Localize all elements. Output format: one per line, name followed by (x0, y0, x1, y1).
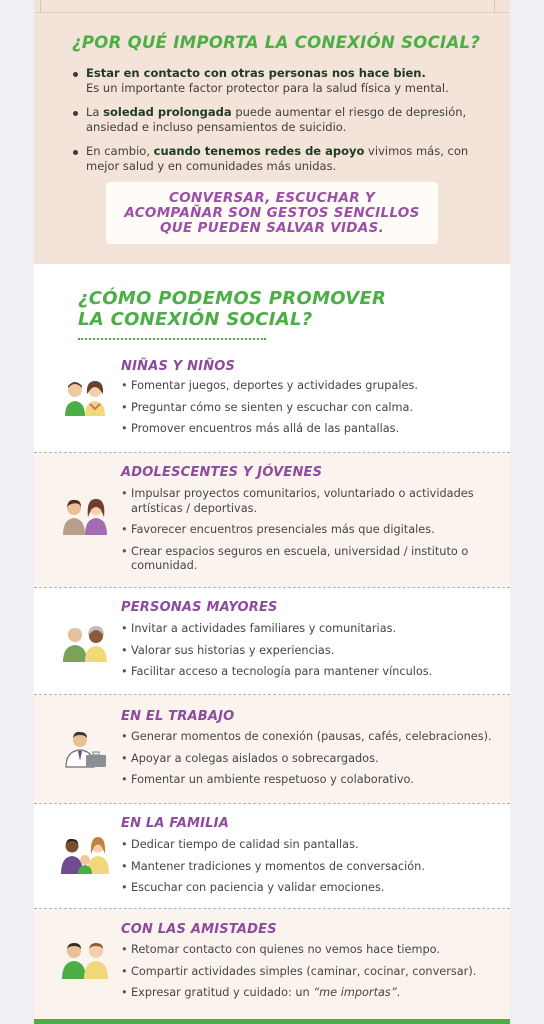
list-item: • Crear espacios seguros en escuela, universidad / instituto o comunidad. (121, 545, 501, 574)
group-title: EN LA FAMILIA (121, 816, 229, 831)
list-item-emphasis: “me importas” (313, 986, 397, 999)
how-title (78, 288, 386, 330)
list-item: • Mantener tradiciones y momentos de conversación. (121, 860, 501, 875)
list-item: • Impulsar proyectos comunitarios, voluntariado o actividades artísticas / deportivas. (121, 487, 501, 516)
why-title: ¿POR QUÉ IMPORTA LA CONEXIÓN SOCIAL? (72, 33, 481, 52)
list-item: • Promover encuentros más allá de las pantallas. (121, 422, 501, 437)
list-item: • Valorar sus historias y experiencias. (121, 644, 501, 659)
list-item: • Invitar a actividades familiares y comunitarias. (121, 622, 501, 637)
group-list (121, 487, 501, 581)
list-item: • Dedicar tiempo de calidad sin pantallas. (121, 838, 501, 853)
group-title: CON LAS AMISTADES (121, 922, 277, 937)
list-item-text: Expresar gratitud y cuidado: un (131, 986, 314, 999)
group-family (34, 804, 510, 908)
infographic-page (34, 0, 510, 1024)
why-item (72, 105, 492, 135)
why-item (72, 66, 492, 96)
why-item-text: puede aumentar el riesgo de depresión, ansiedad e incluso pensamientos de suicidio. (86, 105, 467, 134)
group-children (34, 350, 510, 452)
friends-icon (60, 941, 110, 981)
group-title: EN EL TRABAJO (121, 709, 235, 724)
list-item: • Facilitar acceso a tecnología para mantener vínculos. (121, 665, 501, 680)
group-work (34, 695, 510, 803)
edge-mark (494, 0, 495, 12)
list-item: • Fomentar un ambiente respetuoso y colaborativo. (121, 773, 501, 788)
group-list (121, 943, 501, 1008)
group-teenagers (34, 453, 510, 587)
how-title-line: LA CONEXIÓN SOCIAL? (78, 309, 313, 330)
bottom-bar (34, 1019, 510, 1024)
group-list (121, 622, 501, 687)
list-item: • Generar momentos de conexión (pausas, cafés, celebraciones). (121, 730, 501, 745)
list-item: • Preguntar cómo se sienten y escuchar con calma. (121, 401, 501, 416)
quote-text: CONVERSAR, ESCUCHAR Y ACOMPAÑAR SON GESTOS SENCILLOS QUE PUEDEN SALVAR VIDAS. (124, 189, 420, 236)
list-item: • Favorecer encuentros presenciales más que digitales. (121, 523, 501, 538)
teenagers-icon (60, 497, 110, 537)
worker-icon (60, 729, 110, 769)
group-title: NIÑAS Y NIÑOS (121, 359, 236, 374)
group-title: PERSONAS MAYORES (121, 600, 278, 615)
dotted-divider (78, 338, 266, 340)
why-item-text: En cambio, (86, 144, 154, 158)
group-list (121, 730, 501, 795)
list-item: • Retomar contacto con quienes no vemos hace tiempo. (121, 943, 501, 958)
why-item-text: La (86, 105, 104, 119)
why-item-text: Es un importante factor protector para la salud física y mental. (86, 81, 449, 95)
quote-box (106, 182, 438, 244)
why-item-bold: soledad prolongada (103, 105, 232, 119)
list-item (121, 986, 501, 1001)
top-edge (34, 0, 510, 13)
list-item: • Fomentar juegos, deportes y actividades grupales. (121, 379, 501, 394)
children-icon (60, 378, 110, 418)
how-title-line: ¿CÓMO PODEMOS PROMOVER (78, 288, 387, 309)
group-list (121, 379, 501, 444)
why-panel (34, 0, 510, 264)
group-friends (34, 909, 510, 1019)
list-item: • Compartir actividades simples (caminar, cocinar, conversar). (121, 965, 501, 980)
why-list (72, 66, 492, 183)
family-icon (60, 836, 110, 876)
list-item: • Escuchar con paciencia y validar emociones. (121, 881, 501, 896)
group-title: ADOLESCENTES Y JÓVENES (121, 465, 323, 480)
list-item-text: . (396, 986, 401, 999)
group-list (121, 838, 501, 903)
why-item-text: vivimos más, con mejor salud y en comunidades más unidas. (86, 144, 469, 173)
why-item-bold: Estar en contacto con otras personas nos hace bien. (86, 66, 426, 80)
edge-mark (40, 0, 41, 12)
why-item-bold: cuando tenemos redes de apoyo (153, 144, 365, 158)
group-elderly (34, 588, 510, 694)
elderly-couple-icon (60, 624, 110, 664)
why-item (72, 144, 492, 174)
list-item: • Apoyar a colegas aislados o sobrecargados. (121, 752, 501, 767)
